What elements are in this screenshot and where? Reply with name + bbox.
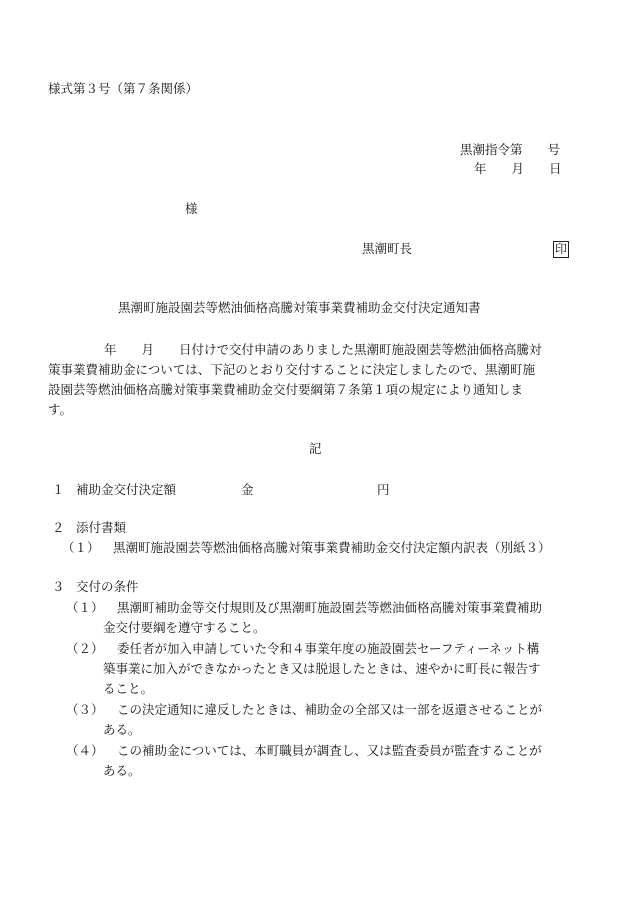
section-3-label: 交付の条件: [76, 579, 139, 594]
condition-1-line-2: 金交付要綱を遵守すること。: [103, 620, 266, 635]
condition-2-line-3: ること。: [103, 681, 154, 696]
condition-2-number: （２）: [66, 641, 104, 656]
condition-4-line-2: ある。: [103, 763, 141, 778]
condition-2-line-1: 委任者が加入申請していた令和４事業年度の施設園芸セーフティーネット構: [117, 641, 540, 656]
amount-yen: 円: [377, 482, 390, 497]
amount-kin: 金: [241, 482, 254, 497]
document-number: 黒潮指令第 号: [460, 142, 561, 157]
attachment-item-number: （１）: [62, 540, 100, 555]
body-line-1: 年 月 日付けで交付申請のありました黒潮町施設園芸等燃油価格高騰対: [104, 342, 542, 357]
condition-3-number: （３）: [66, 702, 104, 717]
section-2-label: 添付書類: [76, 520, 127, 535]
condition-1-number: （１）: [66, 600, 104, 615]
condition-3-line-1: この決定通知に違反したときは、補助金の全部又は一部を返還させることが: [117, 702, 543, 717]
issuer-name: 黒潮町長: [362, 241, 413, 256]
form-number: 様式第３号（第７条関係）: [48, 81, 199, 96]
body-line-2: 策事業費補助金については、下記のとおり交付することに決定しましたので、黒潮町施: [48, 362, 536, 377]
seal-label: 印: [555, 242, 568, 256]
condition-4-number: （４）: [66, 743, 104, 758]
body-line-3: 設園芸等燃油価格高騰対策事業費補助金交付要綱第７条第１項の規定により通知しま: [48, 382, 524, 397]
section-3-number: ３: [52, 579, 65, 594]
ki-heading: 記: [309, 441, 322, 456]
condition-3-line-2: ある。: [103, 722, 141, 737]
body-line-4: す。: [48, 402, 73, 417]
attachment-item-text: 黒潮町施設園芸等燃油価格高騰対策事業費補助金交付決定額内訳表（別紙３）: [113, 540, 551, 555]
seal-mark: [553, 240, 569, 258]
condition-4-line-1: この補助金については、本町職員が調査し、又は監査委員が監査することが: [117, 743, 542, 758]
section-2-number: ２: [52, 520, 65, 535]
section-1-number: １: [52, 482, 65, 497]
document-title: 黒潮町施設園芸等燃油価格高騰対策事業費補助金交付決定通知書: [118, 300, 481, 315]
issue-date: 年 月 日: [474, 161, 562, 176]
section-1-label: 補助金交付決定額: [76, 482, 177, 497]
condition-2-line-2: 築事業に加入ができなかったとき又は脱退したときは、速やかに町長に報告す: [103, 661, 541, 676]
addressee-honorific: 様: [185, 201, 198, 216]
condition-1-line-1: 黒潮町補助金等交付規則及び黒潮町施設園芸等燃油価格高騰対策事業費補助: [117, 600, 543, 615]
